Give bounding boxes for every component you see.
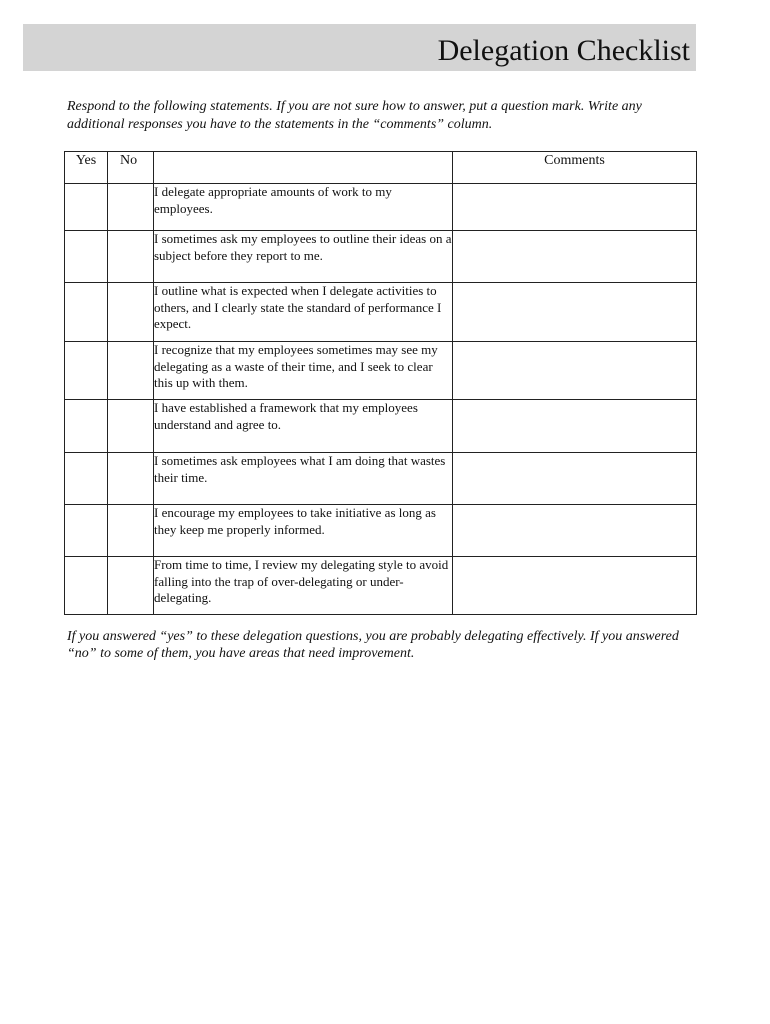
column-header-yes: Yes	[65, 152, 108, 184]
yes-cell[interactable]	[65, 557, 108, 615]
no-cell[interactable]	[108, 342, 154, 400]
no-cell[interactable]	[108, 231, 154, 283]
no-cell[interactable]	[108, 557, 154, 615]
statement-cell: I have established a framework that my employees understand and agree to.	[154, 400, 453, 453]
comments-cell[interactable]	[453, 283, 697, 342]
table-row	[65, 505, 697, 557]
statement-cell: I recognize that my employees sometimes may see my delegating as a waste of their time, and I seek to clear this up with them.	[154, 342, 453, 400]
statement-cell: I outline what is expected when I delegate activities to others, and I clearly state the standard of performance I expect.	[154, 283, 453, 342]
comments-cell[interactable]	[453, 505, 697, 557]
table-row	[65, 400, 697, 453]
title-banner	[23, 24, 696, 71]
comments-cell[interactable]	[453, 231, 697, 283]
no-cell[interactable]	[108, 505, 154, 557]
no-cell[interactable]	[108, 453, 154, 505]
comments-cell[interactable]	[453, 557, 697, 615]
table-row	[65, 342, 697, 400]
no-cell[interactable]	[108, 283, 154, 342]
delegation-checklist-table	[64, 151, 697, 615]
yes-cell[interactable]	[65, 184, 108, 231]
yes-cell[interactable]	[65, 453, 108, 505]
comments-cell[interactable]	[453, 342, 697, 400]
statement-cell: From time to time, I review my delegating style to avoid falling into the trap of over-delegating or under-delegating.	[154, 557, 453, 615]
column-header-comments: Comments	[453, 152, 697, 184]
statement-cell: I delegate appropriate amounts of work to my employees.	[154, 184, 453, 231]
page-title: Delegation Checklist	[437, 34, 690, 67]
column-header-no: No	[108, 152, 154, 184]
yes-cell[interactable]	[65, 231, 108, 283]
yes-cell[interactable]	[65, 505, 108, 557]
conclusion-text: If you answered “yes” to these delegation questions, you are probably delegating effectively. If you answered “no” to some of them, you have areas that need improvement.	[67, 629, 679, 661]
statement-cell: I sometimes ask my employees to outline their ideas on a subject before they report to me.	[154, 231, 453, 283]
comments-cell[interactable]	[453, 453, 697, 505]
column-header-statement	[154, 152, 453, 184]
table-row	[65, 231, 697, 283]
no-cell[interactable]	[108, 184, 154, 231]
yes-cell[interactable]	[65, 400, 108, 453]
table-row	[65, 283, 697, 342]
instructions-text: Respond to the following statements. If you are not sure how to answer, put a question mark. Write any additional responses you have to the statements in the “comments” column.	[67, 99, 642, 132]
yes-cell[interactable]	[65, 342, 108, 400]
table-row	[65, 557, 697, 615]
no-cell[interactable]	[108, 400, 154, 453]
table-row	[65, 184, 697, 231]
comments-cell[interactable]	[453, 400, 697, 453]
yes-cell[interactable]	[65, 283, 108, 342]
statement-cell: I sometimes ask employees what I am doing that wastes their time.	[154, 453, 453, 505]
table-row	[65, 453, 697, 505]
statement-cell: I encourage my employees to take initiative as long as they keep me properly informed.	[154, 505, 453, 557]
table-header-row	[65, 152, 697, 184]
comments-cell[interactable]	[453, 184, 697, 231]
